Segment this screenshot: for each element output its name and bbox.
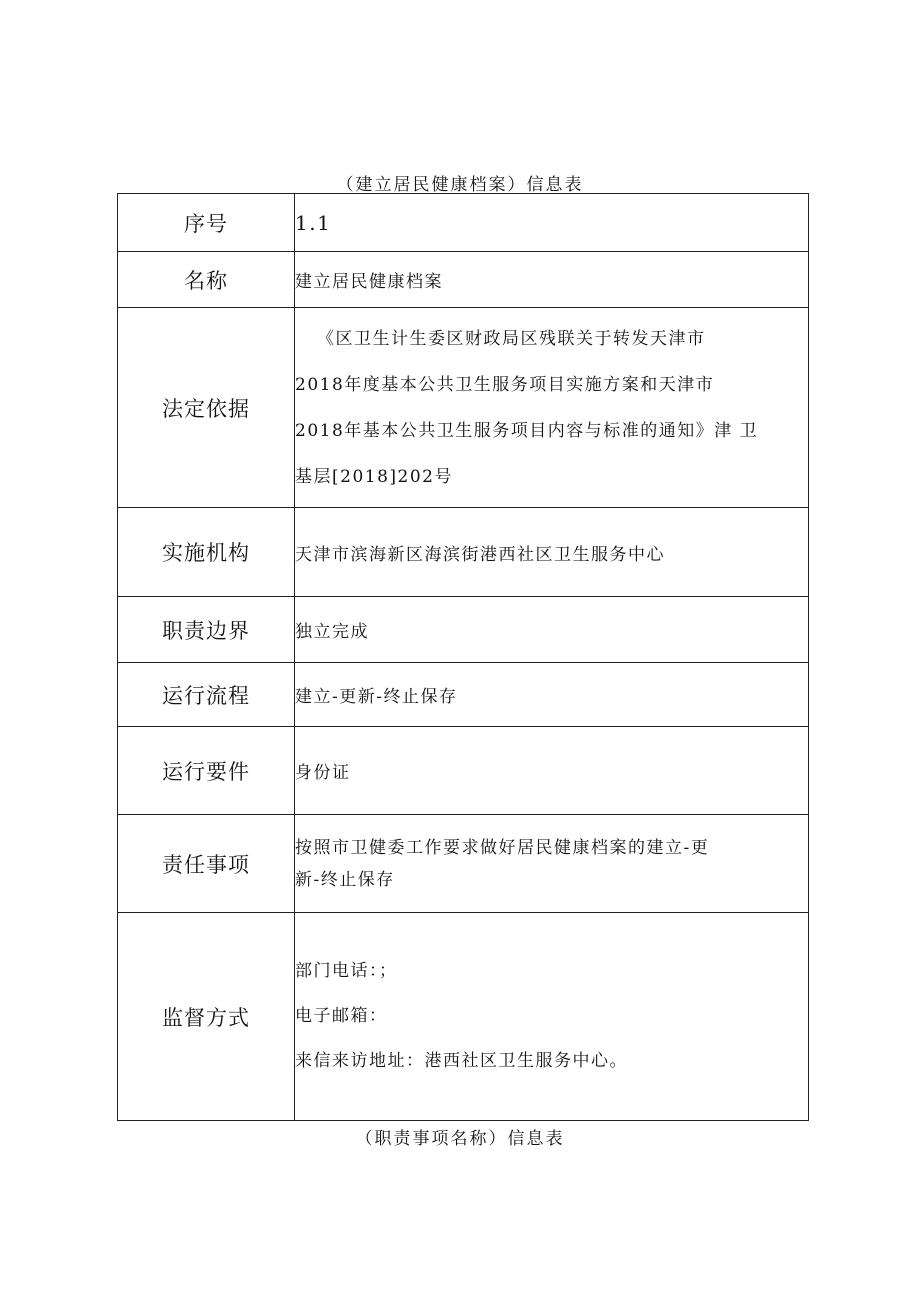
value-requirements: 身份证 (295, 727, 809, 815)
label-process: 运行流程 (118, 663, 295, 727)
label-requirements: 运行要件 (118, 727, 295, 815)
label-supervision: 监督方式 (118, 913, 295, 1121)
label-legal-basis: 法定依据 (118, 308, 295, 508)
label-boundary: 职责边界 (118, 597, 295, 663)
responsibility-line: 新-终止保存 (295, 869, 395, 890)
row-name (118, 252, 809, 308)
row-supervision (118, 913, 809, 1121)
value-supervision (295, 913, 809, 1121)
row-boundary (118, 597, 809, 663)
info-table (117, 193, 809, 1121)
row-legal-basis (118, 308, 809, 508)
value-serial: 1.1 (295, 194, 809, 252)
legal-basis-line: 基层[2018]202号 (295, 466, 453, 487)
legal-basis-line: 2018年度基本公共卫生服务项目实施方案和天津市 (295, 374, 715, 395)
row-requirements (118, 727, 809, 815)
label-responsibility: 责任事项 (118, 815, 295, 913)
title-suffix: 信息表 (526, 175, 584, 195)
label-agency: 实施机构 (118, 508, 295, 597)
supervision-line: 部门电话：； (295, 961, 398, 981)
supervision-line: 来信来访地址：港西社区卫生服务中心。 (295, 1051, 628, 1071)
value-agency: 天津市滨海新区海滨街港西社区卫生服务中心 (295, 508, 809, 597)
label-serial: 序号 (118, 194, 295, 252)
legal-basis-line: 《区卫生计生委区财政局区残联关于转发天津市 (317, 328, 706, 349)
value-responsibility (295, 815, 809, 913)
title-prefix: （ (336, 175, 356, 195)
row-agency (118, 508, 809, 597)
label-name: 名称 (118, 252, 295, 308)
value-boundary: 独立完成 (295, 597, 809, 663)
row-process (118, 663, 809, 727)
title-underlined: 建立居民健康档案） (355, 175, 527, 195)
legal-basis-line: 2018年基本公共卫生服务项目内容与标准的通知》津 卫 (295, 420, 759, 441)
page-title (0, 170, 920, 195)
value-legal-basis (295, 308, 809, 508)
row-serial (118, 194, 809, 252)
row-responsibility (118, 815, 809, 913)
value-process: 建立-更新-终止保存 (295, 663, 809, 727)
value-name: 建立居民健康档案 (295, 252, 809, 308)
supervision-line: 电子邮箱： (295, 1006, 388, 1026)
responsibility-line: 按照市卫健委工作要求做好居民健康档案的建立-更 (295, 837, 710, 858)
footer-title: （职责事项名称）信息表 (355, 1129, 565, 1149)
